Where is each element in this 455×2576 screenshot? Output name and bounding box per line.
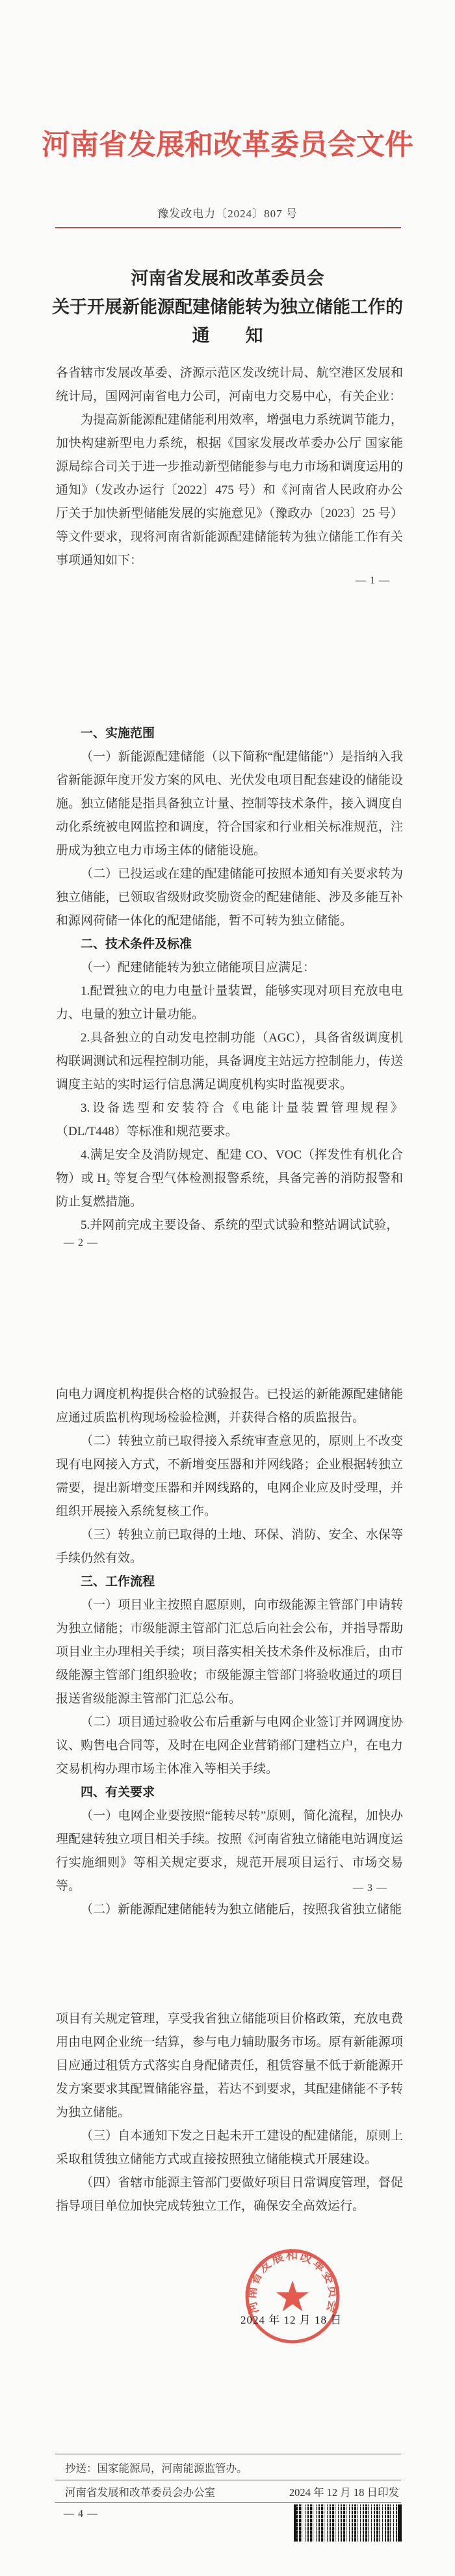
official-seal — [243, 2247, 342, 2346]
paragraph: （二）新能源配建储能转为独立储能后，按照我省独立储能 — [81, 1903, 402, 1916]
paragraph: 1.配置独立的电力电量计量装置，能够实现对项目充放电电力、电量的独立计量功能。 — [56, 984, 403, 1021]
paragraph: 3.设备选型和安装符合《电能计量装置管理规程》（DL/T448）等标准和规范要求。 — [56, 1101, 403, 1138]
paragraph: 项目有关规定管理，享受我省独立储能项目价格政策，充放电费用由电网企业统一结算，参与电力辅助服务市场。原有新能源项目应通过租赁方式落实自身配储责任，租赁容量不低于新能源开发方案要求其配置储能容量，若达不到要求，其配建储能不予转为独立储能。 — [56, 2012, 403, 2119]
seal-arc-text: 河南省发展和改革委员会 — [244, 2249, 341, 2316]
footer-cc-line: 抄送：国家能源局，河南能源监管办。 — [65, 2462, 248, 2475]
issue-date: 2024 年 12 月 18 日 — [240, 2314, 343, 2326]
page-1-body — [56, 362, 403, 572]
page-number-3: — 3 — — [353, 1883, 387, 1894]
paragraph: 4.满足安全及消防规定、配建 CO、VOC（挥发性有机化合物）或 H₂ 等复合型气体检测报警系统，具备完善的消防报警和防止复燃措施。 — [56, 1148, 403, 1209]
page-3-body — [56, 1383, 403, 1922]
paragraph: 二、技术条件及标准 — [81, 937, 192, 951]
seal-star-icon — [276, 2281, 309, 2312]
paragraph: 2.具备独立的自动发电控制功能（AGC），具备省级调度机构联调测试和远程控制功能，具备调度主站远方控制能力，传送调度主站的实时运行信息满足调度机构实时监视要求。 — [56, 1031, 403, 1092]
document-title-line2: 关于开展新能源配建储能转为独立储能工作的 — [52, 297, 403, 317]
paragraph: （二）已投运或在建的配建储能可按照本通知有关要求转为独立储能，已领取省级财政奖励资金的配建储能、涉及多能互补和源网荷储一体化的配建储能，暂不可转为独立储能。 — [56, 867, 403, 928]
page-2-body — [56, 722, 403, 1237]
paragraph: 三、工作流程 — [81, 1575, 155, 1589]
paragraph: 一、实施范围 — [81, 727, 155, 740]
paragraph: 向电力调度机构提供合格的试验报告。已投运的新能源配建储能应通过质监机构现场检验检测，并获得合格的质监报告。 — [56, 1388, 403, 1425]
document-title-notice: 通 知 — [192, 326, 272, 345]
page-number-4: — 4 — — [64, 2508, 98, 2519]
paragraph: 为提高新能源配建储能利用效率，增强电力系统调节能力，加快构建新型电力系统，根据《国家发展改革委办公厅 国家能源局综合司关于进一步推动新型储能参与电力市场和调度运用的通知》（发改办运行〔2022〕475 号）和《河南省人民政府办公厅关于加快新型储能发展的实施意见》（豫政办〔2023〕25 号）等文件要求，现将河南省新能源配建储能转为独立储能工作有关事项通知如下： — [56, 413, 403, 567]
footer-issuing-office: 河南省发展和改革委员会办公室 — [65, 2486, 215, 2499]
paragraph: （二）项目通过验收公布后重新与电网企业签订并网调度协议、购售电合同等，及时在电网企业营销部门建档立户，在电力交易机构办理市场主体准入等相关手续。 — [56, 1715, 403, 1776]
paragraph: （一）电网企业要按照“能转尽转”原则，简化流程，加快办理配建转独立项目相关手续。按照《河南省独立储能电站调度运行实施细则》等相关规定要求，规范开展项目运行、市场交易等。 — [56, 1809, 403, 1893]
paragraph: （一）新能源配建储能（以下简称“配建储能”）是指纳入我省新能源年度开发方案的风电、光伏发电项目配套建设的储能设施。独立储能是指具备独立计量、控制等技术条件，接入调度自动化系统被电网监控和调度，符合国家和行业相关标准规范，注册成为独立电力市场主体的储能设施。 — [56, 750, 403, 857]
paragraph: （二）转独立前已取得接入系统审查意见的，原则上不改变现有电网接入方式，不新增变压器和并网线路；企业根据转独立需要，提出新增变压器和并网线路的，电网企业应及时受理，并组织开展接入系统复核工作。 — [56, 1434, 403, 1518]
paragraph: （三）自本通知下发之日起未开工建设的配建储能，原则上采取租赁独立储能方式或直接按照独立储能模式开展建设。 — [56, 2129, 403, 2166]
red-divider-rule — [55, 227, 401, 228]
paragraph: （三）转独立前已取得的土地、环保、消防、安全、水保等手续仍然有效。 — [56, 1528, 403, 1565]
agency-letterhead-title: 河南省发展和改革委员会文件 — [42, 129, 413, 161]
page-number-2: — 2 — — [64, 1237, 98, 1248]
document-title-line1: 河南省发展和改革委员会 — [131, 269, 324, 288]
paragraph: 5.并网前完成主要设备、系统的型式试验和整站调试试验， — [81, 1218, 399, 1232]
paragraph: 四、有关要求 — [81, 1786, 155, 1799]
paragraph: （一）项目业主按照自愿原则，向市级能源主管部门申请转为独立储能；市级能源主管部门汇总后向社会公布，并指导帮助项目业主办理相关手续；项目落实相关技术条件及标准后，由市级能源主管部门组织验收；市级能源主管部门将验收通过的项目报送省级能源主管部门汇总公布。 — [56, 1598, 403, 1706]
document-barcode — [294, 2504, 402, 2542]
footer-divider-bottom — [55, 2502, 401, 2503]
paragraph: （四）省辖市能源主管部门要做好项目日常调度管理，督促指导项目单位加快完成转独立工作，确保安全高效运行。 — [56, 2176, 403, 2213]
paragraph: 各省辖市发展改革委、济源示范区发改统计局、航空港区发展和统计局，国网河南省电力公司，河南电力交易中心，有关企业： — [56, 366, 403, 403]
page-number-1: — 1 — — [356, 575, 390, 586]
document-number: 豫发改电力〔2024〕807 号 — [157, 208, 298, 220]
page-4-body — [56, 2007, 403, 2218]
paragraph: （一）配建储能转为独立储能项目应满足： — [81, 961, 316, 974]
footer-print-date: 2024 年 12 月 18 日印发 — [289, 2486, 399, 2499]
